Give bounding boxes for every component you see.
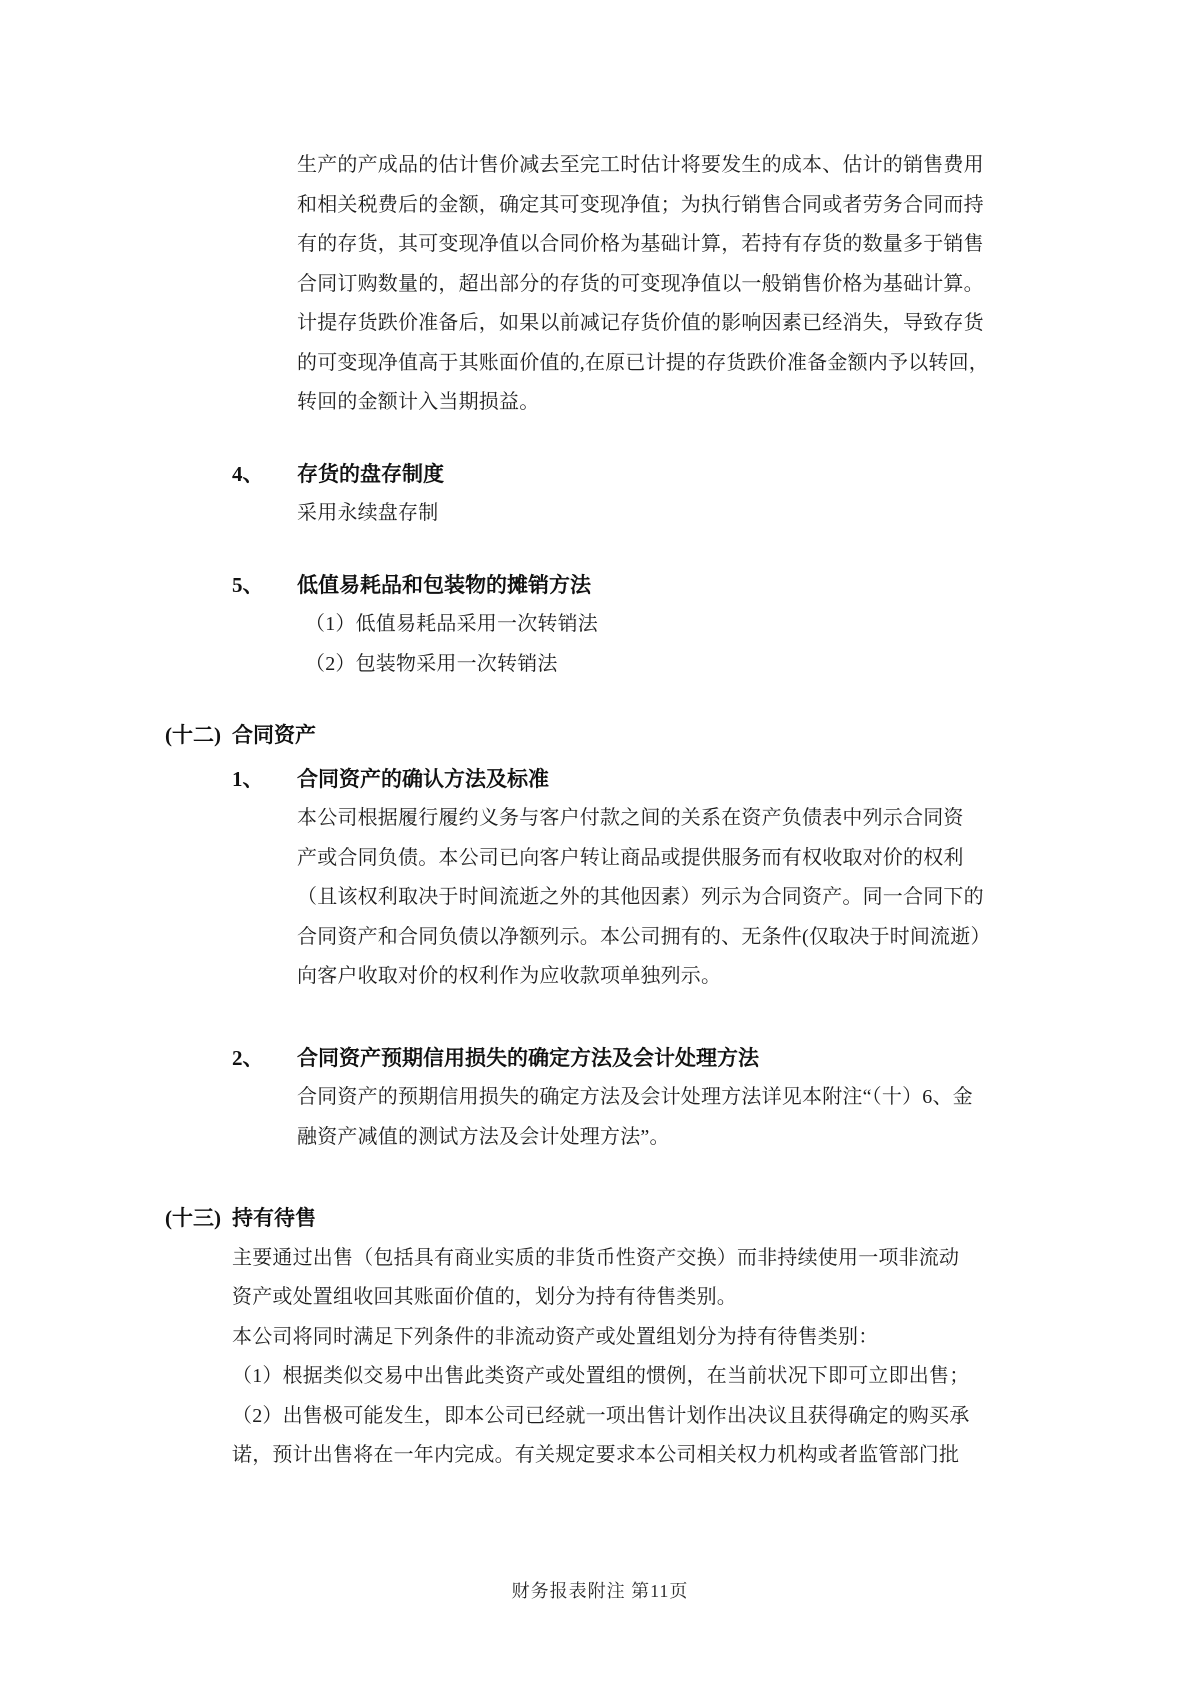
- section-4-inventory-system: [0, 455, 1200, 534]
- section-heading: [165, 1199, 1200, 1239]
- paragraph-held-for-sale-definition: [0, 1239, 1200, 1318]
- subsection-number: 1、: [232, 766, 264, 791]
- section-number: 4、: [232, 461, 264, 486]
- paragraph-inventory-nrv: [0, 146, 1200, 423]
- text-line: 转回的金额计入当期损益。: [297, 391, 540, 413]
- text-line: 本公司将同时满足下列条件的非流动资产或处置组划分为持有待售类别：: [232, 1325, 879, 1348]
- text-line: 的可变现净值高于其账面价值的,在原已计提的存货跌价准备金额内予以转回，: [297, 351, 989, 374]
- section-label: (十二): [165, 723, 221, 747]
- document-content: [0, 146, 1200, 1476]
- text-line: 合同资产的预期信用损失的确定方法及会计处理方法详见本附注“（十）6、金: [297, 1086, 973, 1108]
- subsection-heading: [232, 760, 1200, 800]
- subsection-number: 2、: [232, 1045, 264, 1070]
- text-line: 和相关税费后的金额，确定其可变现净值；为执行销售合同或者劳务合同而持: [297, 193, 984, 216]
- paragraph-held-for-sale-conditions: [0, 1318, 1200, 1358]
- text-line: 生产的产成品的估计售价减去至完工时估计将要发生的成本、估计的销售费用: [297, 154, 984, 176]
- text-line: 资产或处置组收回其账面价值的，划分为持有待售类别。: [232, 1286, 737, 1308]
- text-line: 主要通过出售（包括具有商业实质的非货币性资产交换）而非持续使用一项非流动: [232, 1246, 960, 1269]
- subsection-title: 合同资产预期信用损失的确定方法及会计处理方法: [297, 1046, 759, 1070]
- text-line: （1）根据类似交易中出售此类资产或处置组的惯例，在当前状况下即可立即出售；: [232, 1365, 970, 1387]
- text-line: 采用永续盘存制: [297, 502, 439, 524]
- subsection-heading: [232, 1039, 1200, 1079]
- page-footer: 财务报表附注 第11页: [511, 1581, 689, 1601]
- text-line: 本公司根据履行履约义务与客户付款之间的关系在资产负债表中列示合同资: [297, 807, 964, 829]
- section-heading: [232, 566, 1200, 606]
- paragraph-inventory-system: [0, 494, 1200, 534]
- section-inventory-nrv: [0, 146, 1200, 423]
- section-heading: [165, 716, 1200, 756]
- section-heading: [232, 455, 1200, 495]
- paragraph-contract-asset-ecl: [0, 1078, 1200, 1157]
- paragraph-condition-1: [0, 1357, 1200, 1397]
- paragraph-contract-asset-recognition: [0, 799, 1200, 997]
- text-line: 诺，预计出售将在一年内完成。有关规定要求本公司相关权力机构或者监管部门批: [232, 1444, 960, 1466]
- paragraph-amortization-items: [0, 605, 1200, 684]
- subsection-title: 合同资产的确认方法及标准: [297, 767, 549, 791]
- text-line: 产或合同负债。本公司已向客户转让商品或提供服务而有权收取对价的权利: [297, 846, 964, 869]
- text-line: 合同订购数量的，超出部分的存货的可变现净值以一般销售价格为基础计算。: [297, 272, 984, 295]
- text-line: （且该权利取决于时间流逝之外的其他因素）列示为合同资产。同一合同下的: [297, 886, 984, 908]
- section-13-held-for-sale: [0, 1199, 1200, 1476]
- paragraph-condition-2: [0, 1397, 1200, 1476]
- section-number: 5、: [232, 572, 264, 597]
- text-line: （2）出售极可能发生，即本公司已经就一项出售计划作出决议且获得确定的购买承: [232, 1404, 970, 1427]
- section-title: 存货的盘存制度: [297, 462, 444, 486]
- text-line: 向客户收取对价的权利作为应收款项单独列示。: [297, 965, 722, 987]
- text-line: （2）包装物采用一次转销法: [305, 652, 558, 675]
- section-title: 持有待售: [232, 1207, 316, 1230]
- section-label: (十三): [165, 1206, 221, 1230]
- section-12-contract-assets: [0, 716, 1200, 1157]
- text-line: 融资产减值的测试方法及会计处理方法”。: [297, 1125, 670, 1148]
- text-line: 计提存货跌价准备后，如果以前减记存货价值的影响因素已经消失，导致存货: [297, 312, 984, 334]
- text-line: 有的存货，其可变现净值以合同价格为基础计算，若持有存货的数量多于销售: [297, 233, 984, 255]
- section-title: 低值易耗品和包装物的摊销方法: [297, 573, 591, 597]
- section-5-amortization-method: [0, 566, 1200, 685]
- section-title: 合同资产: [232, 724, 316, 747]
- text-line: （1）低值易耗品采用一次转销法: [305, 613, 598, 635]
- text-line: 合同资产和合同负债以净额列示。本公司拥有的、无条件(仅取决于时间流逝）: [297, 925, 991, 948]
